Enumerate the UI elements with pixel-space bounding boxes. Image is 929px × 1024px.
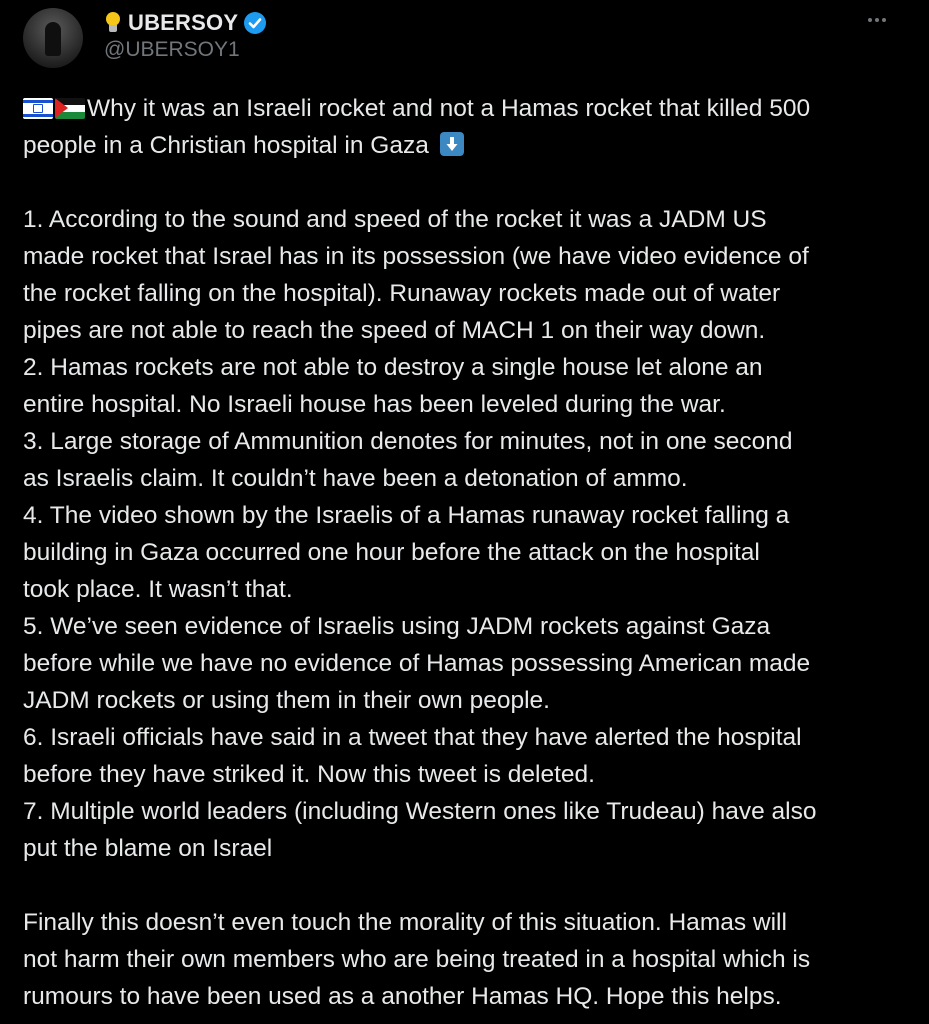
- avatar-figure: [45, 22, 61, 56]
- point-line: building in Gaza occurred one hour before the attack on the hospital: [23, 539, 760, 566]
- avatar[interactable]: [23, 8, 83, 68]
- handle[interactable]: @UBERSOY1: [104, 38, 240, 61]
- closing-line: not harm their own members who are being treated in a hospital which is: [23, 946, 811, 973]
- point-line: pipes are not able to reach the speed of MACH 1 on their way down.: [23, 317, 766, 344]
- israel-flag-icon: [23, 98, 53, 119]
- author-name-row[interactable]: [104, 8, 266, 38]
- more-options-icon[interactable]: [861, 6, 893, 34]
- headline-text-2: people in a Christian hospital in Gaza: [23, 132, 429, 159]
- paragraph-gap: [23, 164, 903, 201]
- point-line: put the blame on Israel: [23, 835, 273, 862]
- display-name[interactable]: UBERSOY: [128, 10, 239, 35]
- point-line: made rocket that Israel has in its possession (we have video evidence of: [23, 243, 809, 270]
- point-line: JADM rockets or using them in their own people.: [23, 687, 550, 714]
- point-line: 2. Hamas rockets are not able to destroy a single house let alone an: [23, 354, 763, 381]
- paragraph-gap: [23, 867, 903, 904]
- point-line: the rocket falling on the hospital). Runaway rockets made out of water: [23, 280, 781, 307]
- point-line: 5. We’ve seen evidence of Israelis using JADM rockets against Gaza: [23, 613, 771, 640]
- closing-line: Finally this doesn’t even touch the morality of this situation. Hamas will: [23, 909, 787, 936]
- point-line: entire hospital. No Israeli house has been leveled during the war.: [23, 391, 726, 418]
- down-arrow-icon: [440, 132, 464, 156]
- point-line: before while we have no evidence of Hamas possessing American made: [23, 650, 811, 677]
- headline-text-1: Why it was an Israeli rocket and not a Hamas rocket that killed 500: [87, 95, 811, 122]
- point-line: before they have striked it. Now this tweet is deleted.: [23, 761, 595, 788]
- headline-line-1: [23, 90, 903, 127]
- point-line: as Israelis claim. It couldn’t have been a detonation of ammo.: [23, 465, 688, 492]
- point-line: took place. It wasn’t that.: [23, 576, 293, 603]
- palestine-flag-icon: [55, 98, 85, 119]
- point-line: 4. The video shown by the Israelis of a Hamas runaway rocket falling a: [23, 502, 790, 529]
- point-line: 7. Multiple world leaders (including Western ones like Trudeau) have also: [23, 798, 817, 825]
- headline-line-2: [23, 127, 903, 164]
- point-line: 6. Israeli officials have said in a tweet that they have alerted the hospital: [23, 724, 802, 751]
- point-line: 3. Large storage of Ammunition denotes for minutes, not in one second: [23, 428, 793, 455]
- lightbulb-icon: [104, 12, 122, 34]
- verified-badge-icon[interactable]: [244, 12, 266, 34]
- point-line: 1. According to the sound and speed of the rocket it was a JADM US: [23, 206, 767, 233]
- closing-line: rumours to have been used as a another Hamas HQ. Hope this helps.: [23, 983, 782, 1010]
- post-body: [23, 90, 903, 1015]
